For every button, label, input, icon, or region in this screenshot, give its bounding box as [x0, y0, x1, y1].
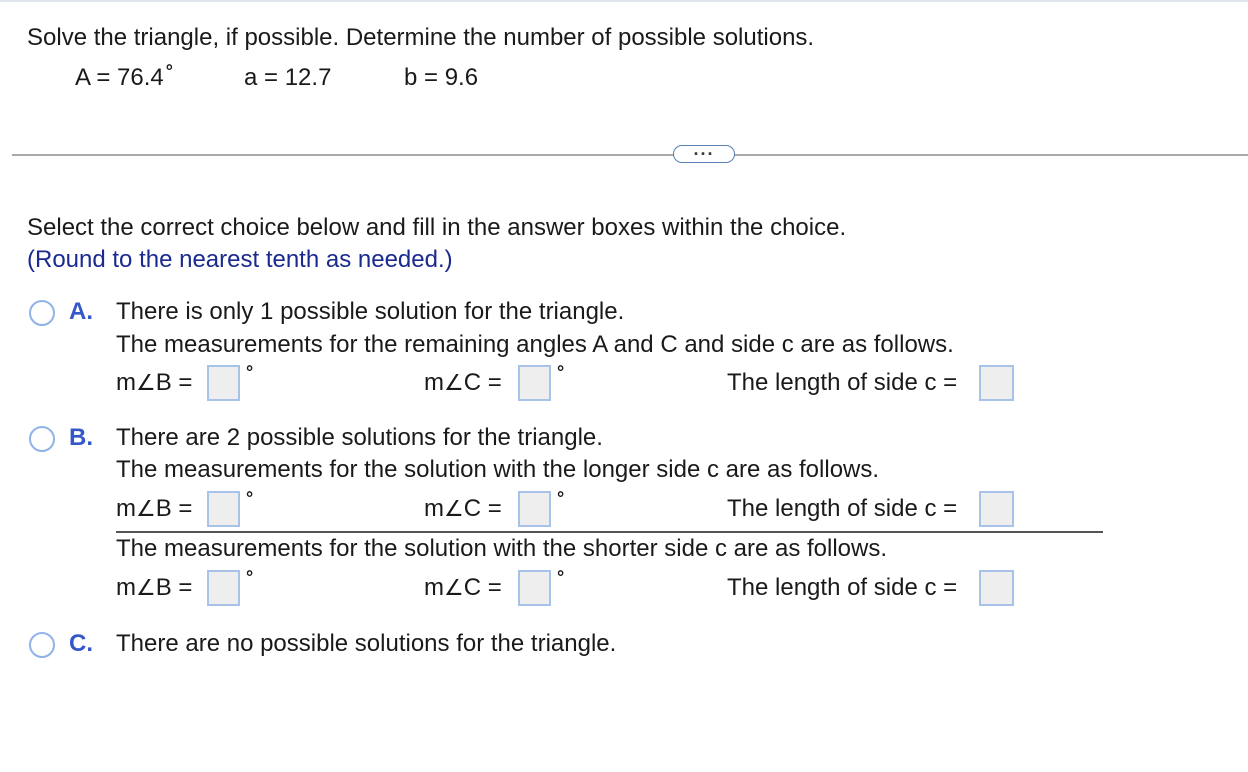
given-side-b: b = 9.6	[404, 64, 479, 91]
choice-a-side-c-input[interactable]	[979, 365, 1014, 401]
choice-a-line1: There is only 1 possible solution for the triangle.	[116, 298, 625, 325]
given-angle-A-text: A = 76.4	[75, 64, 164, 91]
top-border	[0, 0, 1248, 2]
choice-b-longer-angle-c-input[interactable]	[518, 491, 551, 527]
choice-b-longer-side-c-input[interactable]	[979, 491, 1014, 527]
section-divider	[12, 154, 1248, 156]
degree-symbol: °	[557, 567, 565, 587]
m-label: m	[424, 369, 444, 396]
degree-symbol: °	[246, 488, 254, 508]
choice-a-angle-b-label	[116, 369, 192, 397]
degree-symbol: °	[165, 61, 173, 81]
choice-a-angle-b-input[interactable]	[207, 365, 240, 401]
choice-b-line2: The measurements for the solution with the longer side c are as follows.	[116, 456, 880, 483]
angle-c-eq: C =	[463, 495, 502, 522]
rounding-hint: (Round to the nearest tenth as needed.)	[27, 246, 453, 273]
angle-b-eq: B =	[155, 574, 193, 601]
show-more-button[interactable]: ...	[673, 145, 735, 163]
choice-a-letter: A.	[69, 298, 93, 325]
degree-symbol: °	[557, 362, 565, 382]
question-prompt: Solve the triangle, if possible. Determine the number of possible solutions.	[27, 24, 815, 51]
instruction-text: Select the correct choice below and fill in the answer boxes within the choice.	[27, 214, 847, 241]
angle-b-eq: B =	[155, 495, 193, 522]
choice-c-letter: C.	[69, 630, 93, 657]
choice-b-radio[interactable]	[29, 426, 55, 452]
angle-symbol: ∠	[136, 496, 156, 521]
choice-b-shorter-side-c-input[interactable]	[979, 570, 1014, 606]
choice-c-line1: There are no possible solutions for the triangle.	[116, 630, 617, 657]
choice-b-shorter-side-c-label: The length of side c =	[727, 574, 958, 601]
choice-a-side-c-label: The length of side c =	[727, 369, 958, 396]
m-label: m	[116, 495, 136, 522]
angle-symbol: ∠	[136, 370, 156, 395]
choice-b-longer-angle-b-input[interactable]	[207, 491, 240, 527]
given-side-a: a = 12.7	[244, 64, 332, 91]
choice-a-angle-c-label	[424, 369, 502, 397]
given-angle-A	[75, 61, 173, 92]
choice-b-shorter-angle-b-label	[116, 574, 192, 602]
choice-b-shorter-angle-c-label	[424, 574, 502, 602]
angle-c-eq: C =	[463, 574, 502, 601]
angle-symbol: ∠	[444, 370, 464, 395]
angle-symbol: ∠	[136, 575, 156, 600]
choice-b-line3: The measurements for the solution with the shorter side c are as follows.	[116, 535, 888, 562]
angle-symbol: ∠	[444, 575, 464, 600]
m-label: m	[116, 574, 136, 601]
choice-a-line2: The measurements for the remaining angles A and C and side c are as follows.	[116, 331, 954, 358]
choice-a-radio[interactable]	[29, 300, 55, 326]
angle-b-eq: B =	[155, 369, 193, 396]
angle-c-eq: C =	[463, 369, 502, 396]
degree-symbol: °	[246, 567, 254, 587]
choice-b-longer-side-c-label: The length of side c =	[727, 495, 958, 522]
choice-c-radio[interactable]	[29, 632, 55, 658]
choice-b-shorter-angle-b-input[interactable]	[207, 570, 240, 606]
choice-b-shorter-angle-c-input[interactable]	[518, 570, 551, 606]
degree-symbol: °	[246, 362, 254, 382]
m-label: m	[424, 495, 444, 522]
m-label: m	[424, 574, 444, 601]
solution-separator	[116, 531, 1103, 533]
m-label: m	[116, 369, 136, 396]
degree-symbol: °	[557, 488, 565, 508]
choice-b-longer-angle-c-label	[424, 495, 502, 523]
choice-b-line1: There are 2 possible solutions for the triangle.	[116, 424, 603, 451]
choice-b-longer-angle-b-label	[116, 495, 192, 523]
choice-a-angle-c-input[interactable]	[518, 365, 551, 401]
choice-b-letter: B.	[69, 424, 93, 451]
angle-symbol: ∠	[444, 496, 464, 521]
